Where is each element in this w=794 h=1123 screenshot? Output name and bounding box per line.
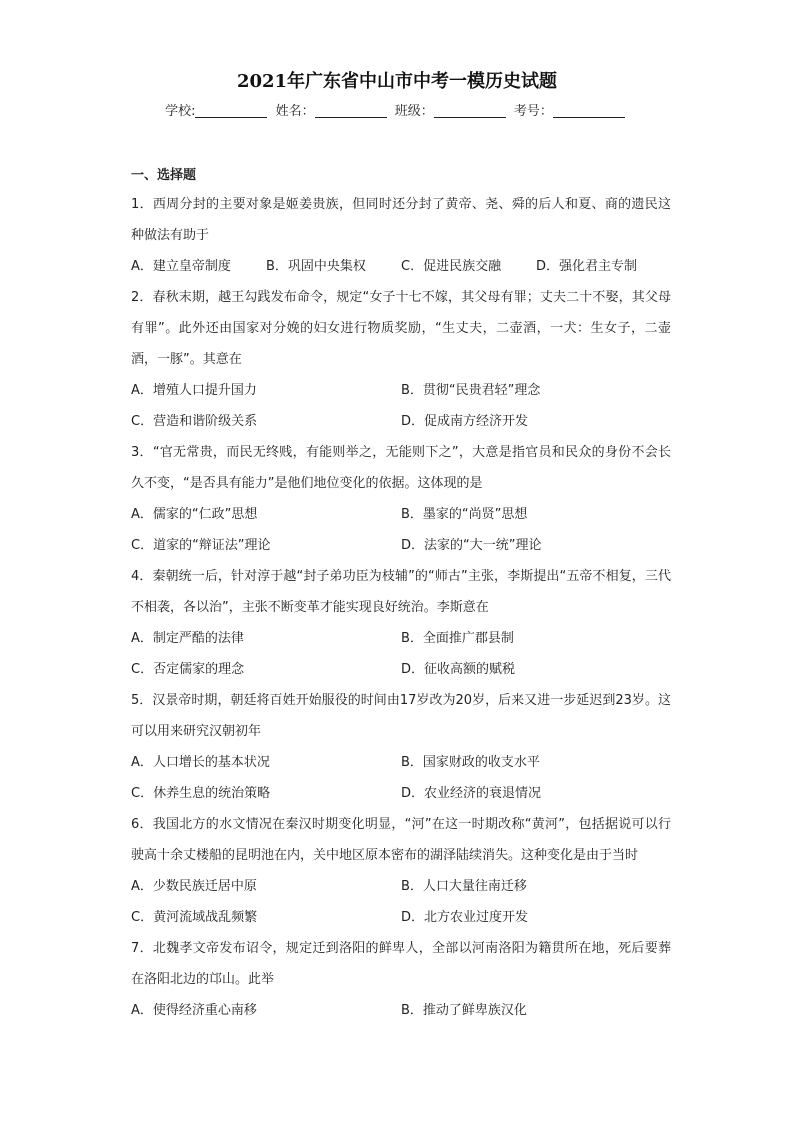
option-a[interactable]: A．少数民族迁居中原 <box>131 879 257 894</box>
option-b[interactable]: B．贯彻“民贵君轻”理念 <box>401 383 541 398</box>
option-c[interactable]: C．营造和谐阶级关系 <box>131 414 258 429</box>
option-b[interactable]: B．全面推广郡县制 <box>401 631 514 646</box>
option-a[interactable]: A．使得经济重心南移 <box>131 1003 257 1018</box>
question-5 <box>131 685 671 809</box>
question-1 <box>131 189 671 282</box>
name-label: 姓名： <box>275 104 315 119</box>
option-c[interactable]: C．黄河流域战乱频繁 <box>131 910 258 925</box>
option-a[interactable]: A．增殖人口提升国力 <box>131 383 257 398</box>
option-b[interactable]: B．墨家的“尚贤”思想 <box>401 507 528 522</box>
option-c[interactable]: C．否定儒家的理念 <box>131 662 245 677</box>
class-label: 班级： <box>394 104 434 119</box>
question-text: 4．秦朝统一后，针对淳于越“封子弟功臣为枝辅”的“师古”主张，李斯提出“五帝不相复，三代不相袭，各以治”，主张不断变革才能实现良好统治。李斯意在 <box>131 569 671 615</box>
option-d[interactable]: D．促成南方经济开发 <box>401 414 529 429</box>
options <box>131 747 671 809</box>
options <box>131 251 671 282</box>
options <box>131 623 671 685</box>
question-6 <box>131 809 671 933</box>
question-4 <box>131 561 671 685</box>
options <box>131 995 671 1026</box>
question-7 <box>131 933 671 1026</box>
option-d[interactable]: D．北方农业过度开发 <box>401 910 529 925</box>
option-d[interactable]: D．法家的“大一统”理论 <box>401 538 542 553</box>
student-info-line <box>0 102 794 122</box>
option-d[interactable]: D．征收高额的赋税 <box>401 662 516 677</box>
options <box>131 871 671 933</box>
option-c[interactable]: C．道家的“辩证法”理论 <box>131 538 271 553</box>
class-field[interactable] <box>434 103 506 118</box>
option-a[interactable]: A．制定严酷的法律 <box>131 631 244 646</box>
option-c[interactable]: C．促进民族交融 <box>401 259 502 274</box>
question-text: 6．我国北方的水文情况在秦汉时期变化明显，“河”在这一时期改称“黄河”，包括据说可以行驶高十余丈楼船的昆明池在内，关中地区原本密布的湖泽陆续消失。这种变化是由于当时 <box>131 817 671 863</box>
page-title: 2021年广东省中山市中考一模历史试题 <box>236 71 558 92</box>
question-text: 7．北魏孝文帝发布诏令，规定迁到洛阳的鲜卑人，全部以河南洛阳为籍贯所在地，死后要葬在洛阳北边的邙山。此举 <box>131 941 671 987</box>
option-d[interactable]: D．强化君主专制 <box>536 259 638 274</box>
question-2 <box>131 282 671 437</box>
option-b[interactable]: B．巩固中央集权 <box>266 259 366 274</box>
section-title: 一、选择题 <box>131 168 197 183</box>
name-field[interactable] <box>315 103 387 118</box>
question-text: 5．汉景帝时期，朝廷将百姓开始服役的时间由17岁改为20岁，后来又进一步延迟到23岁。这可以用来研究汉朝初年 <box>131 693 671 739</box>
question-text: 1．西周分封的主要对象是姬姜贵族，但同时还分封了黄帝、尧、舜的后人和夏、商的遗民这种做法有助于 <box>131 197 671 243</box>
option-b[interactable]: B．国家财政的收支水平 <box>401 755 540 770</box>
exam-number-label: 考号： <box>513 104 553 119</box>
option-d[interactable]: D．农业经济的衰退情况 <box>401 786 542 801</box>
school-field[interactable] <box>195 103 267 118</box>
option-b[interactable]: B．推动了鲜卑族汉化 <box>401 1003 527 1018</box>
option-b[interactable]: B．人口大量往南迁移 <box>401 879 527 894</box>
options <box>131 375 671 437</box>
question-3 <box>131 437 671 561</box>
option-a[interactable]: A．人口增长的基本状况 <box>131 755 270 770</box>
school-label: 学校: <box>165 104 196 119</box>
question-text: 2．春秋末期，越王勾践发布命令，规定“女子十七不嫁，其父母有罪；丈夫二十不娶，其父母有罪”。此外还由国家对分娩的妇女进行物质奖励，“生丈夫，二壶酒，一犬：生女子，二壶酒，一豚”。其意在 <box>131 290 671 367</box>
option-c[interactable]: C．休养生息的统治策略 <box>131 786 271 801</box>
option-a[interactable]: A．建立皇帝制度 <box>131 259 231 274</box>
question-text: 3．“官无常贵，而民无终贱，有能则举之，无能则下之”，大意是指官员和民众的身份不会长久不变，“是否具有能力”是他们地位变化的依据。这体现的是 <box>131 445 671 491</box>
options <box>131 499 671 561</box>
option-a[interactable]: A．儒家的“仁政”思想 <box>131 507 258 522</box>
question-content <box>131 163 671 1026</box>
exam-number-field[interactable] <box>553 103 625 118</box>
